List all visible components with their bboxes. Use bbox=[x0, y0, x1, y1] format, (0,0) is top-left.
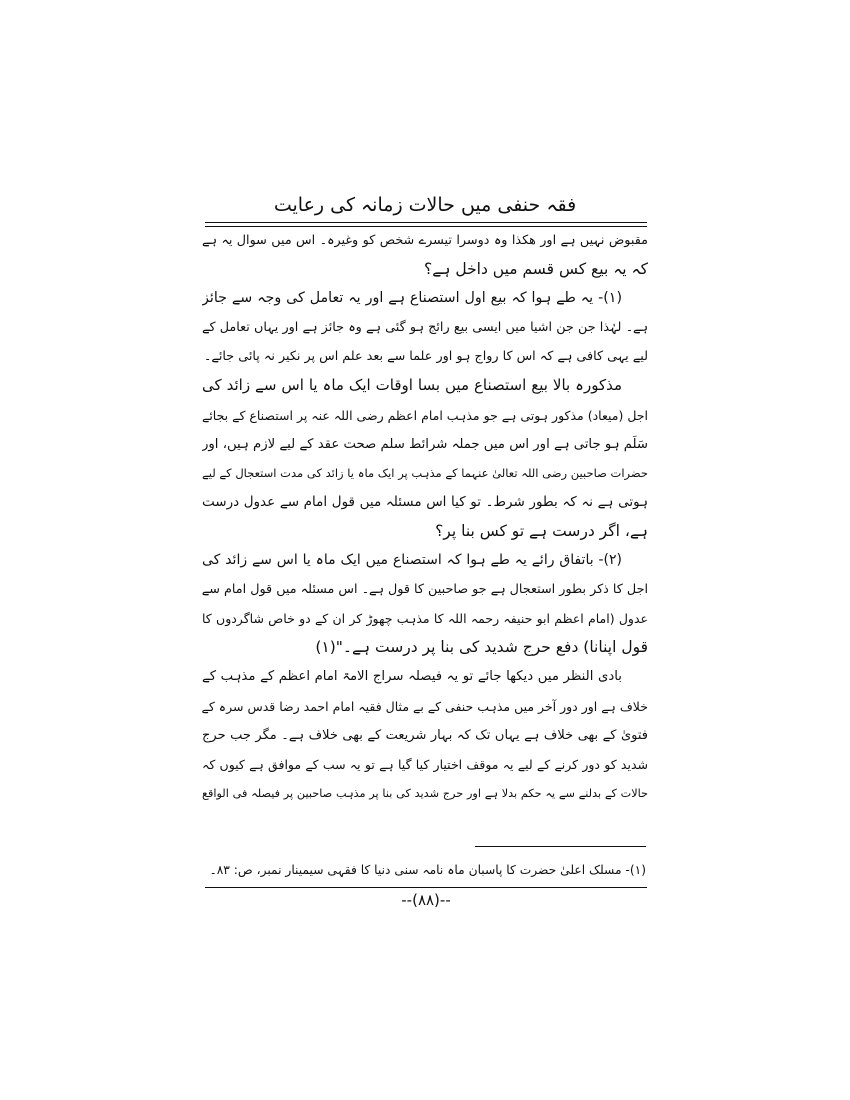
text-line: ہے۔ لہٰذا جن جن اشیا میں ایسی بیع رائج ہو گئی ہے وہ جائز ہے اور یہاں تعامل کے bbox=[202, 320, 648, 336]
text-line: مقبوض نہیں ہے اور ھکذا وہ دوسرا تیسرے شخص کو وغیرہ۔ اس میں سوال یہ ہے bbox=[202, 233, 648, 248]
text-line: اجل (میعاد) مذکور ہوتی ہے جو مذہب امام اعظم رضی اللہ عنہ پر استصناع کے بجائے bbox=[202, 407, 648, 423]
text-line: عدول (امام اعظم ابو حنیفہ رحمہ اللہ کا مذہب چھوڑ کر ان کے دو خاص شاگردوں کا bbox=[202, 611, 648, 627]
footnote-separator bbox=[475, 846, 646, 847]
running-header-title: فقہ حنفی میں حالات زمانہ کی رعایت bbox=[273, 194, 577, 216]
footer-rule bbox=[205, 887, 647, 888]
text-line: خلاف ہے اور دور آخر میں مذہب حنفی کے بے مثال فقیہ امام احمد رضا قدس سرہ کے bbox=[202, 698, 648, 714]
text-line: اجل کا ذکر بطور استعجال ہے جو صاحبین کا قول ہے۔ اس مسئلہ میں قول امام سے bbox=[202, 582, 648, 598]
text-line: حالات کے بدلنے سے یہ حکم بدلا ہے اور حرج شدید کی بنا پر مذہب صاحبین پر فیصلہ فی الواقع bbox=[202, 786, 648, 800]
text-line: حضرات صاحبین رضی اللہ تعالیٰ عنہما کے مذہب پر ایک ماہ یا زائد کی مدت استعجال کے لیے bbox=[202, 465, 648, 480]
numbered-paragraph-line: (۲)- باتفاق رائے یہ طے ہوا کہ استصناع میں ایک ماہ یا اس سے زائد کی bbox=[202, 552, 622, 569]
text-line: فتویٰ کے بھی خلاف ہے یہاں تک کہ بہار شریعت کے بھی خلاف ہے۔ مگر جب حرج bbox=[202, 727, 648, 743]
page-number: --(۸۸)-- bbox=[401, 891, 451, 909]
text-line: ہے، اگر درست ہے تو کس بنا پر؟ bbox=[435, 521, 648, 540]
body-text bbox=[202, 226, 648, 808]
footnote: (۱)- مسلک اعلیٰ حضرت کا پاسبان ماہ نامہ سنی دنیا کا فقہی سیمینار نمبر، ص: ۸۳۔ bbox=[209, 863, 646, 877]
paragraph-first-line: مذکورہ بالا بیع استصناع میں بسا اوقات ایک ماہ یا اس سے زائد کی bbox=[202, 376, 622, 395]
text-line: قول اپنانا) دفع حرج شدید کی بنا پر درست ہے۔"(۱) bbox=[315, 638, 648, 657]
text-line: شدید کو دور کرنے کے لیے یہ موقف اختیار کیا گیا ہے تو یہ سب کے موافق ہے کیوں کہ bbox=[202, 756, 648, 772]
text-line: لیے یہی کافی ہے کہ اس کا رواج ہو اور علما سے بعد علم اس پر نکیر نہ پائی جائے۔ bbox=[203, 349, 648, 365]
text-line: ہوتی ہے نہ کہ بطور شرط۔ تو کیا اس مسئلہ میں قول امام سے عدول درست bbox=[202, 493, 648, 510]
text-line: کہ یہ بیع کس قسم میں داخل ہے؟ bbox=[424, 260, 648, 279]
numbered-paragraph-line: (۱)- یہ طے ہوا کہ بیع اول استصناع ہے اور یہ تعامل کی وجہ سے جائز bbox=[202, 290, 622, 307]
text-line: سَلَم ہو جاتی ہے اور اس میں جملہ شرائط سلم صحت عقد کے لیے لازم ہیں، اور bbox=[202, 436, 648, 452]
header-rule-thick bbox=[205, 222, 647, 223]
paragraph-first-line: بادی النظر میں دیکھا جائے تو یہ فیصلہ سراج الامۃ امام اعظم کے مذہب کے bbox=[202, 669, 622, 685]
